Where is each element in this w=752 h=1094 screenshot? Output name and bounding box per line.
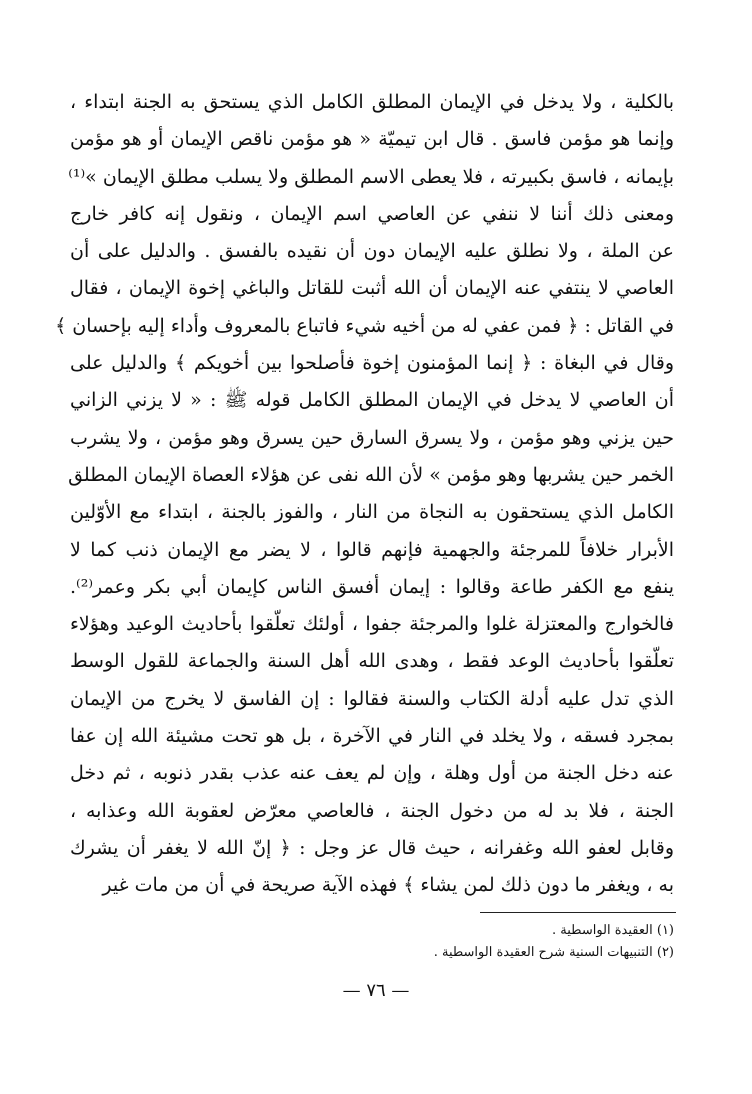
text-line: ينفع مع الكفر طاعة وقالوا : إيمان أفسق الناس كإيمان أبي بكر وعمر⁽²⁾.	[70, 575, 674, 598]
text-line: الجنة ، فلا بد له من دخول الجنة ، فالعاصي معرّض لعقوبة الله وعذابه ،	[70, 799, 674, 822]
text-line: بالكلية ، ولا يدخل في الإيمان المطلق الكامل الذي يستحق به الجنة ابتداء ،	[70, 91, 674, 113]
text-line: به ، ويغفر ما دون ذلك لمن يشاء ﴾ فهذه الآية صريحة في أن من مات غير	[102, 874, 674, 897]
text-line: العاصي لا ينتفي عنه الإيمان أن الله أثبت للقاتل والباغي إخوة الإيمان ، فقال	[70, 277, 675, 300]
text-line: الكامل الذي يستحقون به النجاة من النار ، والفوز بالجنة ، ابتداء مع الأوّلين	[70, 501, 674, 524]
text-line: عن الملة ، ولا نطلق عليه الإيمان دون أن نقيده بالفسق . والدليل على أن	[70, 240, 674, 263]
text-line: ومعنى ذلك أننا لا ننفي عن العاصي اسم الإيمان ، ونقول إنه كافر خارج	[70, 202, 674, 225]
text-line: بإيمانه ، فاسق بكبيرته ، فلا يعطى الاسم المطلق ولا يسلب مطلق الإيمان »⁽¹⁾	[68, 165, 674, 188]
text-line: الذي تدل عليه أدلة الكتاب والسنة فقالوا : إن الفاسق لا يخرج من الإيمان	[70, 687, 674, 710]
text-line: حين يزني وهو مؤمن ، ولا يسرق السارق حين يسرق وهو مؤمن ، ولا يشرب	[70, 426, 674, 449]
footnote-1: (١) العقيدة الواسطية .	[552, 923, 674, 938]
footnotes	[114, 920, 674, 964]
body-text	[55, 84, 675, 905]
text-line: بمجرد فسقه ، ولا يخلد في النار في الآخرة ، بل هو تحت مشيئة الله إن عفا	[70, 725, 674, 748]
text-line: وقال في البغاة : ﴿ إنما المؤمنون إخوة فأصلحوا بين أخويكم ﴾ والدليل على	[70, 352, 674, 375]
text-line: في القاتل : ﴿ فمن عفي له من أخيه شيء فاتباع بالمعروف وأداء إليه بإحسان ﴾	[55, 314, 674, 337]
page-number: — ٧٦ —	[342, 980, 410, 1001]
text-line: فالخوارج والمعتزلة غلوا والمرجئة جفوا ، أولئك تعلّقوا بأحاديث الوعيد وهؤلاء	[70, 613, 674, 636]
text-line: وقابل لعفو الله وغفرانه ، حيث قال عز وجل : ﴿ إنّ الله لا يغفر أن يشرك	[70, 836, 674, 859]
text-line: أن العاصي لا يدخل في الإيمان المطلق الكامل قوله ﷺ : « لا يزني الزاني	[70, 389, 674, 412]
text-line: تعلّقوا بأحاديث الوعد فقط ، وهدى الله أهل السنة والجماعة للقول الوسط	[70, 650, 674, 673]
footnote-2: (٢) التنبيهات السنية شرح العقيدة الواسطية .	[433, 945, 674, 960]
text-line: وإنما هو مؤمن فاسق . قال ابن تيميّة « هو مؤمن ناقص الإيمان أو هو مؤمن	[70, 128, 674, 151]
text-line: عنه دخل الجنة من أول وهلة ، وإن لم يعف عنه عذب بقدر ذنوبه ، ثم دخل	[70, 762, 674, 785]
text-line: الأبرار خلافاً للمرجئة والجهمية فإنهم قالوا ، لا يضر مع الإيمان ذنب كما لا	[70, 538, 674, 561]
footnote-separator	[480, 912, 676, 913]
text-line: الخمر حين يشربها وهو مؤمن » لأن الله نفى عن هؤلاء العصاة الإيمان المطلق	[68, 463, 674, 486]
